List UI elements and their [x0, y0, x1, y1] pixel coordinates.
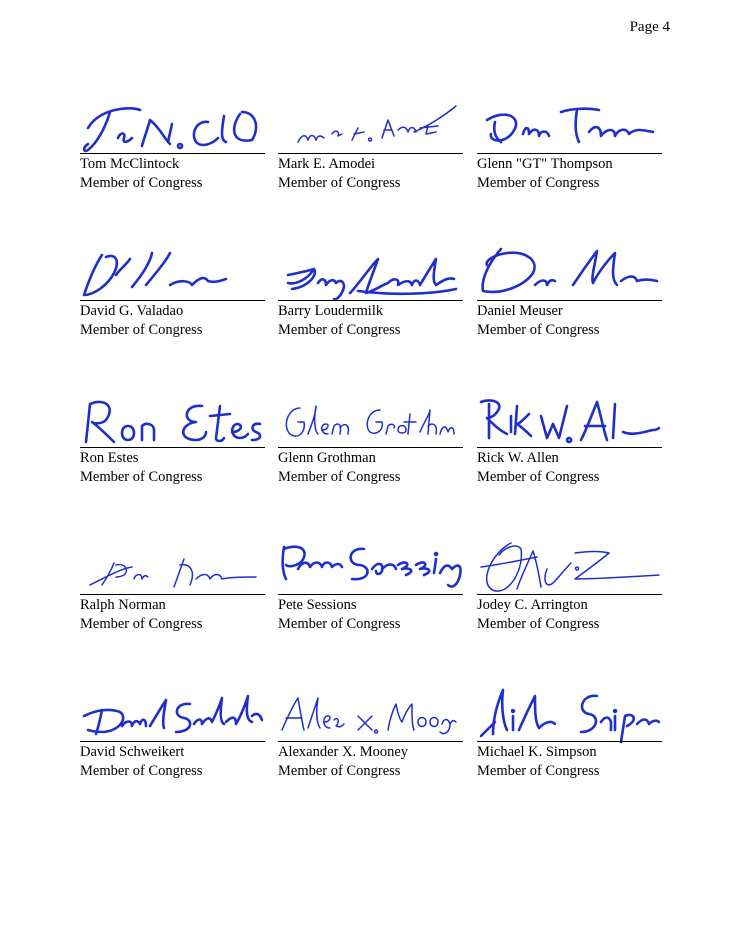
signer-title: Member of Congress	[80, 469, 203, 485]
signer-title: Member of Congress	[278, 469, 401, 485]
signer-title: Member of Congress	[477, 469, 600, 485]
signer-title: Member of Congress	[477, 763, 600, 779]
signature-block-schweikert	[80, 686, 265, 786]
signer-title: Member of Congress	[477, 175, 600, 191]
signature-image-amodei	[278, 98, 463, 154]
signature-image-arrington	[477, 539, 662, 595]
signature-image-meuser	[477, 245, 662, 301]
signer-title: Member of Congress	[80, 175, 203, 191]
signer-name: Mark E. Amodei	[278, 156, 376, 172]
signature-block-valadao	[80, 245, 265, 345]
signature-image-simpson	[477, 686, 662, 742]
signature-grid	[80, 98, 665, 833]
signature-row	[80, 98, 665, 245]
signature-block-meuser	[477, 245, 662, 345]
signer-title: Member of Congress	[80, 322, 203, 338]
signature-line	[80, 594, 265, 595]
signer-name: Glenn "GT" Thompson	[477, 156, 613, 172]
signature-image-valadao	[80, 245, 265, 301]
signature-line	[80, 447, 265, 448]
signature-block-grothman	[278, 392, 463, 492]
signer-name: Michael K. Simpson	[477, 744, 597, 760]
signature-image-norman	[80, 539, 265, 595]
signer-title: Member of Congress	[278, 763, 401, 779]
signer-name: Daniel Meuser	[477, 303, 563, 319]
signature-image-sessions	[278, 539, 463, 595]
signature-line	[278, 300, 463, 301]
signer-title: Member of Congress	[80, 616, 203, 632]
signature-block-loudermilk	[278, 245, 463, 345]
signature-line	[80, 153, 265, 154]
page-number: Page 4	[629, 19, 670, 35]
signature-line	[477, 741, 662, 742]
signer-name: David Schweikert	[80, 744, 185, 760]
signature-row	[80, 539, 665, 686]
signature-image-mooney	[278, 686, 463, 742]
signature-line	[278, 447, 463, 448]
signature-image-allen	[477, 392, 662, 448]
signer-name: Jodey C. Arrington	[477, 597, 588, 613]
signature-block-allen	[477, 392, 662, 492]
signature-image-loudermilk	[278, 245, 463, 301]
signature-image-estes	[80, 392, 265, 448]
signer-name: Ron Estes	[80, 450, 139, 466]
signature-line	[477, 594, 662, 595]
signature-block-thompson	[477, 98, 662, 198]
signature-line	[80, 300, 265, 301]
signature-line	[477, 300, 662, 301]
signature-line	[477, 153, 662, 154]
signature-row	[80, 686, 665, 833]
signer-title: Member of Congress	[278, 616, 401, 632]
signature-row	[80, 245, 665, 392]
signer-name: Barry Loudermilk	[278, 303, 384, 319]
signature-line	[278, 153, 463, 154]
signature-row	[80, 392, 665, 539]
signature-block-arrington	[477, 539, 662, 639]
signer-name: Tom McClintock	[80, 156, 180, 172]
signature-line	[278, 594, 463, 595]
signature-line	[477, 447, 662, 448]
signer-title: Member of Congress	[477, 616, 600, 632]
signer-title: Member of Congress	[80, 763, 203, 779]
signature-line	[80, 741, 265, 742]
signer-name: Rick W. Allen	[477, 450, 559, 466]
signer-name: David G. Valadao	[80, 303, 184, 319]
signature-block-norman	[80, 539, 265, 639]
signer-title: Member of Congress	[278, 175, 401, 191]
signature-block-amodei	[278, 98, 463, 198]
signer-name: Ralph Norman	[80, 597, 166, 613]
signer-title: Member of Congress	[278, 322, 401, 338]
signature-block-mcclintock	[80, 98, 265, 198]
signature-image-thompson	[477, 98, 662, 154]
signature-block-mooney	[278, 686, 463, 786]
signature-image-schweikert	[80, 686, 265, 742]
signer-name: Alexander X. Mooney	[278, 744, 409, 760]
signer-name: Glenn Grothman	[278, 450, 376, 466]
signer-name: Pete Sessions	[278, 597, 357, 613]
signature-line	[278, 741, 463, 742]
signature-block-estes	[80, 392, 265, 492]
signer-title: Member of Congress	[477, 322, 600, 338]
signature-block-simpson	[477, 686, 662, 786]
signature-image-grothman	[278, 392, 463, 448]
signature-image-mcclintock	[80, 98, 265, 154]
signature-block-sessions	[278, 539, 463, 639]
